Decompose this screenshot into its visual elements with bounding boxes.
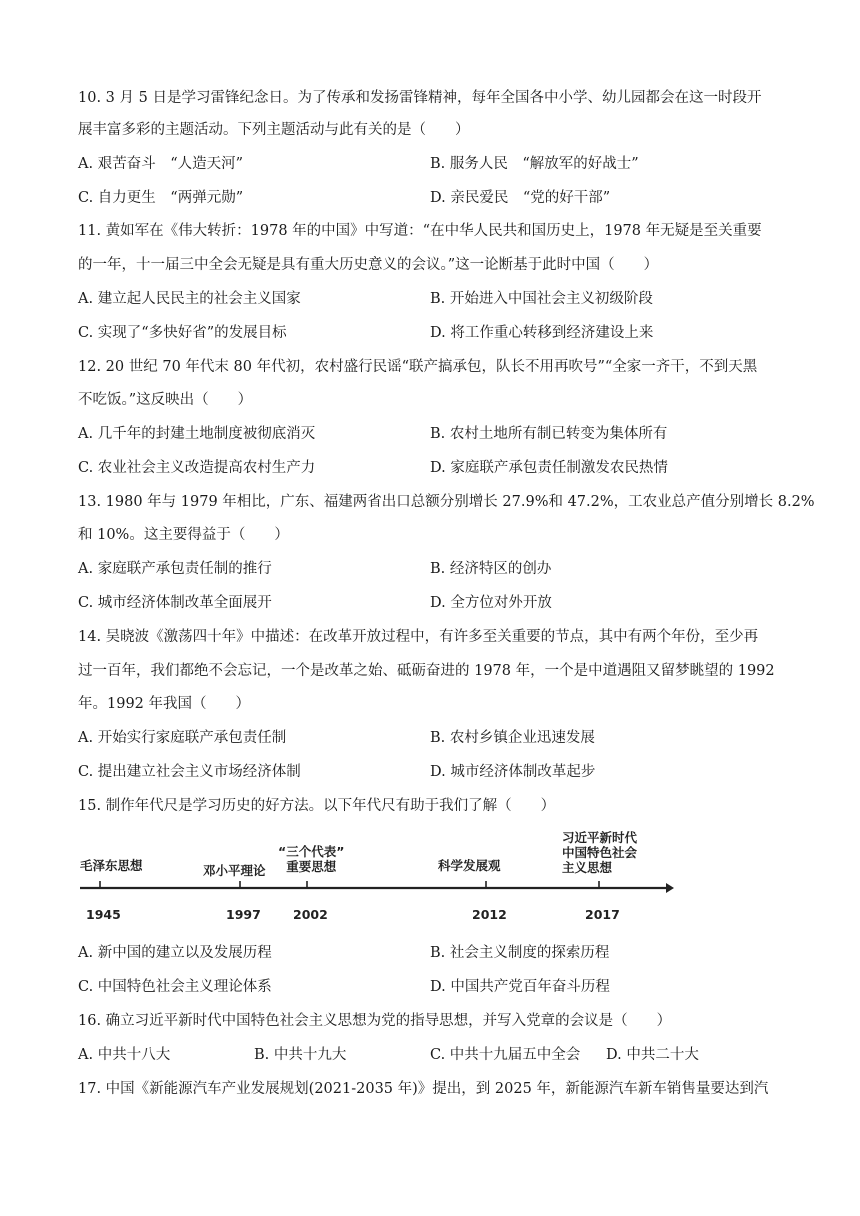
- q16-option-d: D. 中共二十大: [606, 1047, 699, 1063]
- q14-stem-line-3: 年。1992 年我国（ ）: [78, 696, 251, 712]
- timeline-label-scientific-outlook: [438, 858, 501, 873]
- q10-option-d: D. 亲民爱民 “党的好干部”: [430, 190, 611, 206]
- q10-stem-line-2: 展丰富多彩的主题活动。下列主题活动与此有关的是（ ）: [78, 122, 470, 138]
- q14-option-c: C. 提出建立社会主义市场经济体制: [78, 764, 301, 780]
- q11-option-b: B. 开始进入中国社会主义初级阶段: [430, 291, 653, 307]
- timeline-label-line: 习近平新时代: [562, 830, 638, 845]
- q13-option-b: B. 经济特区的创办: [430, 561, 552, 577]
- q14-stem-line-1: 14. 吴晓波《激荡四十年》中描述：在改革开放过程中，有许多至关重要的节点，其中有两个年份，至少再: [78, 629, 759, 645]
- q13-option-c: C. 城市经济体制改革全面展开: [78, 595, 272, 611]
- q10-option-a: A. 艰苦奋斗 “人造天河”: [78, 156, 244, 172]
- q12-option-d: D. 家庭联产承包责任制激发农民热情: [430, 460, 668, 476]
- timeline-label-mao-thought: [80, 858, 143, 873]
- q11-stem-line-2: 的一年，十一届三中全会无疑是具有重大历史意义的会议。”这一论断基于此时中国（ ）: [78, 257, 659, 273]
- timeline-label-line: “三个代表”: [278, 844, 345, 859]
- q14-option-b: B. 农村乡镇企业迅速发展: [430, 730, 595, 746]
- timeline-year-1997: 1997: [226, 907, 261, 922]
- timeline-year-2012: 2012: [472, 907, 507, 922]
- timeline-label-line: 中国特色社会: [562, 845, 638, 860]
- q15-option-a: A. 新中国的建立以及发展历程: [78, 945, 272, 961]
- timeline-label-line: 重要思想: [286, 859, 337, 874]
- q14-option-d: D. 城市经济体制改革起步: [430, 764, 596, 780]
- q12-option-c: C. 农业社会主义改造提高农村生产力: [78, 460, 316, 476]
- q11-option-c: C. 实现了“多快好省”的发展目标: [78, 325, 287, 341]
- timeline-label-three-represents: [278, 844, 344, 874]
- timeline-figure: [78, 808, 678, 928]
- q11-stem-line-1: 11. 黄如军在《伟大转折：1978 年的中国》中写道：“在中华人民共和国历史上，1978 年无疑是至关重要: [78, 223, 762, 239]
- q16-option-a: A. 中共十八大: [78, 1047, 171, 1063]
- q13-option-d: D. 全方位对外开放: [430, 595, 552, 611]
- timeline-label-line: 主义思想: [562, 860, 613, 875]
- timeline-year-2002: 2002: [293, 907, 328, 922]
- timeline-label-line: 毛泽东思想: [80, 858, 143, 873]
- q15-option-d: D. 中国共产党百年奋斗历程: [430, 979, 610, 995]
- q12-option-b: B. 农村土地所有制已转变为集体所有: [430, 426, 668, 442]
- q12-stem-line-1: 12. 20 世纪 70 年代末 80 年代初，农村盛行民谣“联产搞承包，队长不用再吹号”“全家一齐干，不到天黑: [78, 359, 758, 375]
- q10-option-b: B. 服务人民 “解放军的好战士”: [430, 156, 639, 172]
- q17-stem-line-1: 17. 中国《新能源汽车产业发展规划(2021-2035 年)》提出，到 2025 年，新能源汽车新车销售量要达到汽: [78, 1081, 769, 1097]
- timeline-label-xi-thought: [562, 830, 637, 875]
- timeline-year-2017: 2017: [585, 907, 620, 922]
- q14-stem-line-2: 过一百年，我们都绝不会忘记，一个是改革之始、砥砺奋进的 1978 年，一个是中道遇阻又留梦眺望的 1992: [78, 663, 775, 679]
- timeline-label-line: 邓小平理论: [203, 863, 266, 878]
- q16-option-c: C. 中共十九届五中全会: [430, 1047, 581, 1063]
- q11-option-d: D. 将工作重心转移到经济建设上来: [430, 325, 654, 341]
- q11-option-a: A. 建立起人民民主的社会主义国家: [78, 291, 301, 307]
- q15-stem-line-1: 15. 制作年代尺是学习历史的好方法。以下年代尺有助于我们了解（ ）: [78, 798, 556, 814]
- timeline-year-1945: 1945: [86, 907, 121, 922]
- q12-option-a: A. 几千年的封建土地制度被彻底消灭: [78, 426, 316, 442]
- q16-option-b: B. 中共十九大: [254, 1047, 347, 1063]
- timeline-label-line: 科学发展观: [438, 858, 501, 873]
- q10-stem-line-1: 10. 3 月 5 日是学习雷锋纪念日。为了传承和发扬雷锋精神，每年全国各中小学、幼儿园都会在这一时段开: [78, 90, 762, 106]
- q13-stem-line-1: 13. 1980 年与 1979 年相比，广东、福建两省出口总额分别增长 27.9%和 47.2%，工农业总产值分别增长 8.2%: [78, 494, 815, 510]
- q15-option-c: C. 中国特色社会主义理论体系: [78, 979, 272, 995]
- q14-option-a: A. 开始实行家庭联产承包责任制: [78, 730, 287, 746]
- q10-option-c: C. 自力更生 “两弹元勋”: [78, 190, 244, 206]
- q15-option-b: B. 社会主义制度的探索历程: [430, 945, 610, 961]
- q13-stem-line-2: 和 10%。这主要得益于（ ）: [78, 527, 289, 543]
- q13-option-a: A. 家庭联产承包责任制的推行: [78, 561, 272, 577]
- timeline-label-deng-theory: [203, 863, 266, 878]
- q12-stem-line-2: 不吃饭。”这反映出（ ）: [78, 392, 253, 408]
- q16-stem-line-1: 16. 确立习近平新时代中国特色社会主义思想为党的指导思想，并写入党章的会议是（ ）: [78, 1013, 672, 1029]
